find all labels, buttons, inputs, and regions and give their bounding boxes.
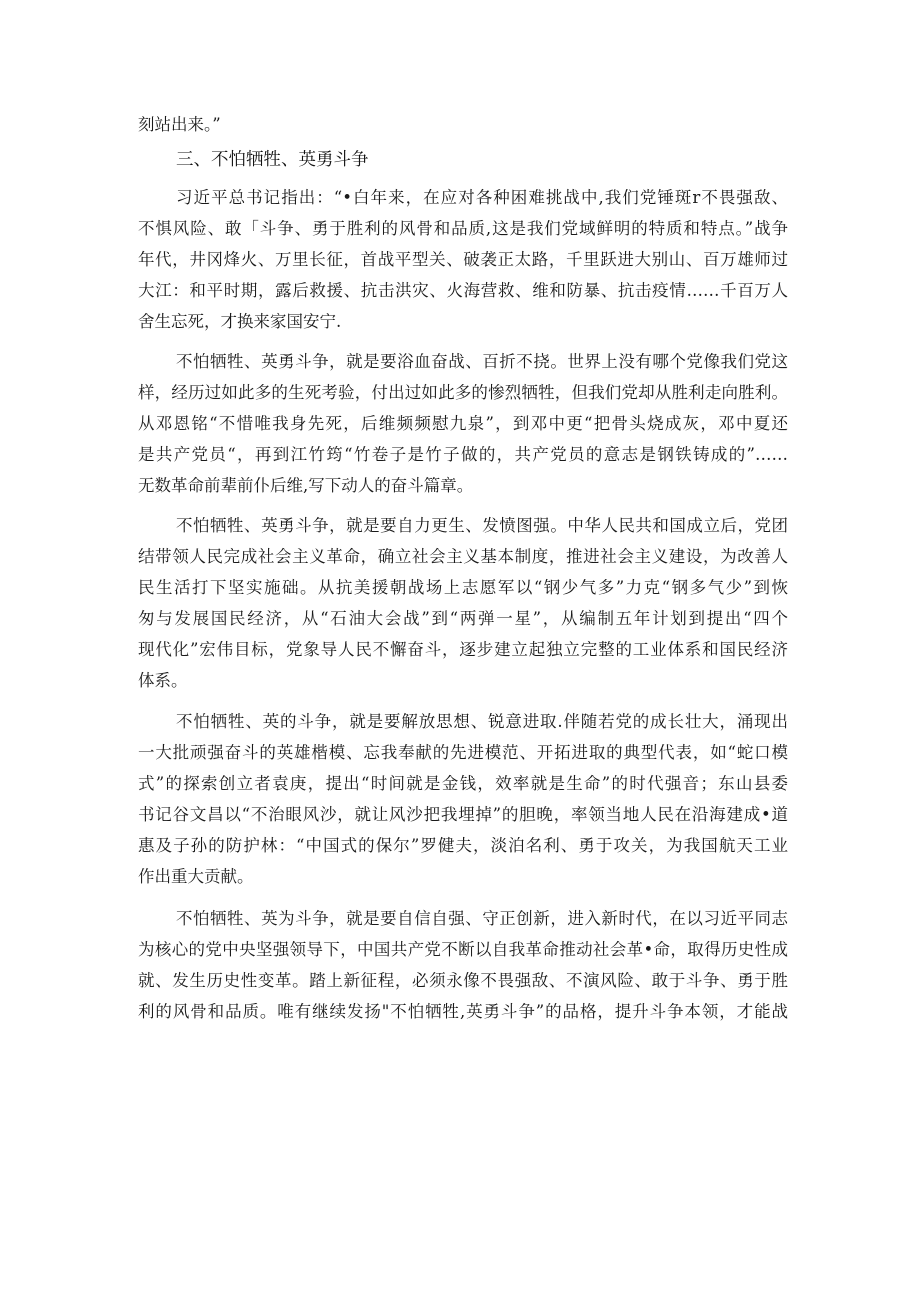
paragraph-line: 样，经历过如此多的生死考验，付出过如此多的惨烈牺牲，但我们党却从胜利走向胜利。: [138, 383, 788, 402]
paragraph-line: 体系。: [138, 671, 188, 690]
paragraph-line: 就、发生历史性变革。踏上新征程，必须永像不畏强敌、不演风险、敢于斗争、勇于胜: [138, 971, 788, 990]
paragraph-line: 匆与发展国民经济，从“石油大会战”到“两弹一星”，从编制五年计划到提出“四个: [138, 609, 788, 628]
paragraph-line: 不怕牺牲、英的斗争，就是要解放思想、锐意进取.伴随若党的成长壮大，涌现出: [176, 712, 788, 731]
section-heading: 三、不怕牺牲、英勇斗争: [176, 150, 369, 170]
paragraph-line: 不怕牺牲、英勇斗争，就是要浴血奋战、百折不挠。世界上没有哪个党像我们党这: [176, 352, 788, 371]
paragraph-line: 结带领人民完成社会主义革命，确立社会主义基本制度，推进社会主义建设，为改善人: [138, 547, 788, 566]
paragraph-line: 不惧风险、敢「斗争、勇于胜利的风骨和品质,这是我们党域鲜明的特质和特点。”战争: [138, 219, 788, 238]
paragraph-line: 大江：和平时期，露后救援、抗击洪灾、火海营救、维和防暴、抗击疫情……千百万人: [138, 281, 788, 300]
paragraph-line: 不怕牺牲、英为斗争，就是要自信自强、守正创新，进入新时代，在以习近平同志: [176, 909, 788, 928]
paragraph-line: 舍生忘死，才换来家国安宁.: [138, 312, 342, 331]
paragraph-line: 惠及子孙的防护林：“中国式的保尔”罗健夫，淡泊名利、勇于攻关，为我国航天工业: [138, 836, 788, 855]
opening-line: 刻站出来。”: [138, 115, 221, 134]
paragraph-line: 式”的探索创立者袁庚，提出“时间就是金钱，效率就是生命”的时代强音；东山县委: [138, 774, 788, 793]
paragraph-line: 从邓恩铭“不惜唯我身先死，后维频频慰九泉”，到邓中更“把骨头烧成灰，邓中夏还: [138, 414, 788, 433]
paragraph-line: 作出重大贡献。: [138, 867, 254, 886]
paragraph-line: 不怕牺牲、英勇斗争，就是要自力更生、发愤图强。中华人民共和国成立后，党团: [176, 516, 788, 535]
paragraph-line: 是共产党员“，再到江竹筠“竹卷子是竹子做的，共产党员的意志是钢铁铸成的”……: [138, 445, 788, 464]
paragraph-line: 利的风骨和品质。唯有继续发扬"不怕牺牲,英勇斗争”的品格，提升斗争本领，才能战: [138, 1002, 788, 1021]
paragraph-line: 无数革命前辈前仆后维,写下动人的奋斗篇章。: [138, 476, 474, 495]
paragraph-line: 民生活打下坚实施础。从抗美援朝战场上志愿军以“钢少气多”力克“钢多气少”到恢: [138, 578, 788, 597]
paragraph-line: 为核心的党中央坚强领导下，中国共产党不断以自我革命推动社会革•命，取得历史性成: [138, 940, 788, 959]
paragraph-line: 现代化”宏伟目标，党象导人民不懈奋斗，逐步建立起独立完整的工业体系和国民经济: [138, 640, 788, 659]
paragraph-line: 书记谷文昌以“不治眼风沙，就让风沙把我埋掉”的胆晚，率领当地人民在沿海建成•道: [138, 805, 788, 824]
paragraph-line: 习近平总书记指出：“•白年来，在应对各种困难挑战中,我们党锤斑r不畏强敌、: [176, 188, 788, 207]
paragraph-line: 年代，井冈烽火、万里长征，首战平型关、破袭正太路，千里跃进大别山、百万雄师过: [138, 250, 788, 269]
paragraph-line: 一大批顽强奋斗的英雄楷模、忘我奉献的先进模范、开拓进取的典型代表，如“蛇口模: [138, 743, 788, 762]
